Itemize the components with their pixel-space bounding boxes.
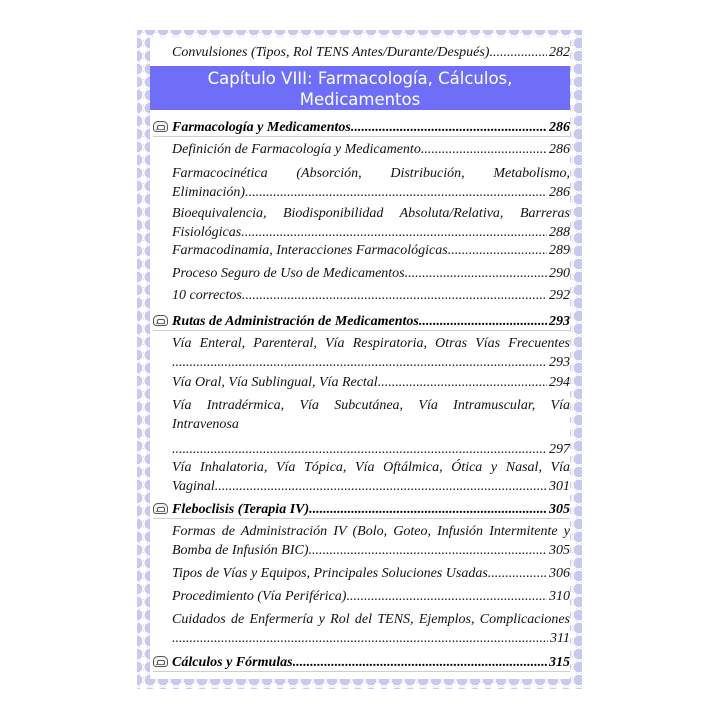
toc-entry[interactable]: Farmacocinética (Absorción, Distribución, Metabolismo, Eliminación) ..... 286 xyxy=(172,164,570,202)
page-number: 310 xyxy=(549,589,570,604)
page-number: 305 xyxy=(549,543,570,558)
page-number: 315 xyxy=(549,655,570,670)
page-number: 286 xyxy=(549,120,570,135)
page-number: 294 xyxy=(549,375,570,390)
page-number: 286 xyxy=(549,185,570,200)
toc-entry[interactable]: Vía Enteral, Parenteral, Vía Respiratoria, Otras Vías Frecuentes ..... 293 xyxy=(172,334,570,372)
toc-section-farmacologia[interactable]: Farmacología y Medicamentos ..... 286 xyxy=(153,118,570,137)
toc-entry[interactable]: Cuidados de Enfermería y Rol del TENS, Ejemplos, Complicaciones ..... 311 xyxy=(172,610,570,648)
nurse-cap-icon xyxy=(153,315,168,326)
toc-entry[interactable]: Bioequivalencia, Biodisponibilidad Absoluta/Relativa, Barreras Fisiológicas ..... 288 xyxy=(172,204,570,242)
toc-entry[interactable]: 10 correctos ..... 292 xyxy=(172,286,570,305)
chapter-title-line2: y Organización xyxy=(298,111,422,130)
toc-entry[interactable]: Definición de Farmacología y Medicamento ..... 286 xyxy=(172,140,570,159)
page-number: 305 xyxy=(549,502,570,517)
divider xyxy=(153,330,570,331)
nurse-cap-icon xyxy=(153,503,168,514)
nurse-cap-icon xyxy=(153,656,168,667)
toc-entry[interactable]: Vía Intradérmica, Vía Subcutánea, Vía Intramuscular, Vía Intravenosa ..... 297 xyxy=(172,396,570,459)
page-number: 311 xyxy=(550,631,570,646)
page-number: 290 xyxy=(549,266,570,281)
divider xyxy=(153,671,570,672)
page-number: 306 xyxy=(549,566,570,581)
page-number: 297 xyxy=(549,442,570,457)
toc-entry[interactable]: Vía Inhalatoria, Vía Tópica, Vía Oftálmica, Ótica y Nasal, Vía Vaginal ..... 301 xyxy=(172,458,570,496)
divider xyxy=(153,518,570,519)
toc-entry[interactable]: Vía Oral, Vía Sublingual, Vía Rectal ..... 294 xyxy=(172,373,570,392)
toc-entry[interactable]: Formas de Administración IV (Bolo, Goteo, Infusión Intermitente y Bomba de Infusión BIC) ..... 305 xyxy=(172,522,570,560)
page-number: 286 xyxy=(549,142,570,157)
toc-section-fleboclisis[interactable]: Fleboclisis (Terapia IV) ..... 305 xyxy=(153,500,570,519)
toc-entry[interactable]: Proceso Seguro de Uso de Medicamentos ..... 290 xyxy=(172,264,570,283)
toc-section-calculos[interactable]: Cálculos y Fórmulas ..... 315 xyxy=(153,653,570,672)
nurse-cap-icon xyxy=(153,121,168,132)
page-number: 282 xyxy=(549,45,570,60)
toc-entry[interactable]: Convulsiones (Tipos, Rol TENS Antes/Durante/Después) ..... 282 xyxy=(172,43,570,62)
toc-entry[interactable]: Farmacodinamia, Interacciones Farmacológicas ..... 289 xyxy=(172,241,570,260)
page-number: 301 xyxy=(549,479,570,494)
toc-section-rutas[interactable]: Rutas de Administración de Medicamentos ..... 293 xyxy=(153,312,570,331)
page-number: 293 xyxy=(549,314,570,329)
toc-entry[interactable]: Procedimiento (Vía Periférica) ..... 310 xyxy=(172,587,570,606)
page-number: 293 xyxy=(549,355,570,370)
chapter-title-line1: Capítulo VIII: Farmacología, Cálculos, Medicamentos xyxy=(207,69,513,109)
page-number: 289 xyxy=(549,243,570,258)
toc-entry[interactable]: Tipos de Vías y Equipos, Principales Soluciones Usadas ..... 306 xyxy=(172,564,570,583)
page-number: 292 xyxy=(549,288,570,303)
page-number: 288 xyxy=(549,225,570,240)
divider xyxy=(153,136,570,137)
toc-page xyxy=(150,38,570,679)
